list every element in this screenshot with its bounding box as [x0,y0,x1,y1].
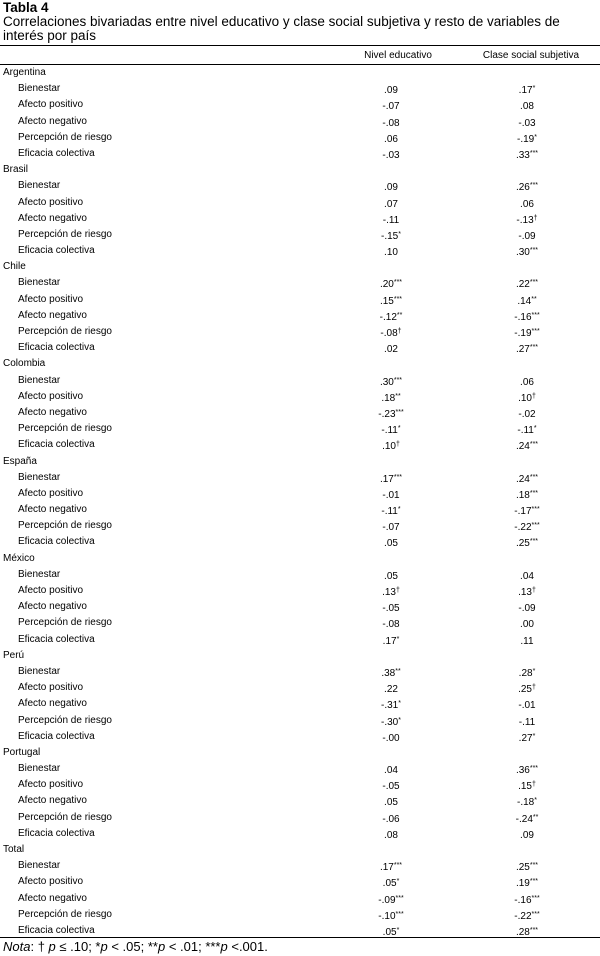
significance-mark: *** [531,506,540,514]
coefficient: -.07 [382,522,400,534]
coefficient: -.07 [382,101,400,113]
table-row [0,502,600,518]
table-row [0,227,600,243]
coefficient: -.30 [381,716,399,728]
significance-mark: *** [529,926,539,934]
variable-label: Eficacia colectiva [18,147,95,159]
coefficient: -.16 [514,311,532,323]
table-bottom-rule [0,937,600,938]
significance-mark: *** [529,149,539,157]
table-row [0,761,600,777]
coefficient: -.11 [517,425,534,437]
country-label: Total [3,844,25,855]
coefficient: .17 [379,473,394,485]
coefficient: .18 [515,489,530,501]
table-row [0,729,600,745]
variable-label: Afecto positivo [18,196,84,208]
coefficient: -.09 [518,603,536,615]
significance-mark: † [396,587,400,594]
country-row [0,65,600,81]
table-note: Nota: † p ≤ .10; *p < .05; **p < .01; ***p <.001. [3,939,268,954]
variable-label: Afecto positivo [18,779,84,791]
significance-mark: † [532,781,536,789]
table-row [0,421,600,437]
coefficient: .05 [384,570,398,582]
coefficient: -.09 [378,894,396,906]
table-row [0,907,600,923]
coefficient: -.01 [518,700,536,712]
coefficient: .30 [379,376,394,388]
coefficient: -.08 [382,117,400,129]
country-label: Portugal [3,746,41,758]
coefficient: .20 [379,279,394,291]
coefficient: .22 [384,684,398,696]
coefficient: .05 [384,797,398,809]
variable-label: Percepción de riesgo [18,423,112,435]
country-row [0,745,600,761]
coefficient: .36 [515,765,530,777]
country-row [0,648,600,664]
table-row [0,713,600,729]
significance-mark: † [533,214,538,222]
country-label: Brasil [3,164,29,176]
coefficient: -.19 [517,133,535,145]
significance-mark: † [532,392,536,400]
table-row [0,130,600,146]
column-header-nivel-educativo: Nivel educativo [364,50,432,61]
table-row [0,567,600,583]
country-row [0,842,600,858]
table-title: Tabla 4 [3,0,49,15]
country-label: Colombia [3,358,46,370]
significance-mark: * [396,635,400,643]
coefficient: .02 [384,344,398,356]
table-row [0,405,600,421]
country-label: Perú [3,649,25,661]
significance-mark: *** [529,862,539,870]
coefficient: .13 [518,587,532,598]
country-label: España [3,455,37,467]
significance-mark: *** [529,489,539,497]
significance-mark: *** [393,473,403,481]
coefficient: -.19 [514,328,532,339]
variable-label: Afecto negativo [18,406,87,418]
coefficient: .38 [381,667,396,679]
coefficient: -.13 [516,214,534,226]
significance-mark: † [532,587,536,594]
country-row [0,551,600,567]
variable-label: Afecto positivo [18,487,84,499]
table-row [0,680,600,696]
significance-mark: * [532,85,536,93]
table-row [0,292,600,308]
coefficient: .25 [515,862,530,874]
coefficient: .17 [382,635,397,647]
note-label: Nota [3,939,31,954]
table-row [0,826,600,842]
variable-label: Percepción de riesgo [18,228,112,240]
coefficient: .28 [515,926,530,938]
coefficient: .27 [518,732,533,744]
significance-mark: *** [531,328,540,335]
significance-mark: *** [395,894,404,902]
significance-mark: * [397,425,401,433]
coefficient: -.05 [382,603,400,615]
coefficient: .10 [518,392,532,404]
significance-mark: * [397,506,401,514]
significance-mark: * [398,700,401,708]
table-row [0,211,600,227]
table-row [0,632,600,648]
table-row [0,308,600,324]
coefficient: -.12 [379,311,397,323]
significance-mark: * [396,926,400,934]
coefficient: -.24 [515,813,533,825]
coefficient: .15 [379,295,394,307]
table-row [0,437,600,453]
table-row [0,664,600,680]
table-row [0,874,600,890]
coefficient: .06 [384,133,398,145]
table-row [0,470,600,486]
coefficient: .17 [379,862,394,874]
table-row [0,178,600,194]
variable-label: Afecto negativo [18,698,87,710]
significance-mark: ** [531,295,537,303]
variable-label: Afecto positivo [18,682,84,694]
table-row [0,696,600,712]
variable-label: Afecto negativo [18,795,87,807]
table-body [0,65,600,939]
variable-label: Bienestar [18,568,61,580]
coefficient: .09 [520,829,534,841]
variable-label: Eficacia colectiva [18,730,95,742]
significance-mark: *** [529,441,539,449]
country-row [0,454,600,470]
variable-label: Percepción de riesgo [18,811,112,823]
variable-label: Bienestar [18,471,61,483]
variable-label: Bienestar [18,374,61,386]
coefficient: .08 [520,101,534,113]
significance-mark: *** [393,279,403,287]
coefficient: -.02 [518,408,536,420]
variable-label: Bienestar [18,763,61,775]
significance-mark: *** [529,538,539,546]
coefficient: -.23 [378,408,396,420]
significance-mark: * [398,716,401,724]
coefficient: .05 [382,926,397,938]
coefficient: -.18 [517,797,535,809]
variable-label: Percepción de riesgo [18,131,112,143]
coefficient: .14 [517,295,532,307]
significance-mark: *** [531,894,540,902]
table-row [0,858,600,874]
variable-label: Bienestar [18,83,61,95]
table-row [0,615,600,631]
variable-label: Afecto negativo [18,601,87,613]
coefficient: .25 [515,538,530,550]
coefficient: .06 [520,376,534,388]
coefficient: -.08 [380,328,398,339]
table-row [0,81,600,97]
table-row [0,891,600,907]
significance-mark: *** [529,344,539,352]
coefficient: -.11 [518,716,536,728]
coefficient: -.00 [382,732,400,744]
significance-mark: *** [529,473,539,481]
significance-mark: † [396,441,400,449]
table-row [0,275,600,291]
country-row [0,356,600,372]
table-row [0,810,600,826]
variable-label: Eficacia colectiva [18,827,95,839]
value-nivel-educativo [351,923,431,941]
variable-label: Eficacia colectiva [18,342,95,354]
table-row [0,114,600,130]
table-row [0,389,600,405]
country-label: México [3,552,35,564]
coefficient: .27 [515,344,530,356]
coefficient: -.31 [381,700,399,712]
coefficient: -.01 [382,489,400,501]
coefficient: .09 [384,182,398,194]
significance-mark: * [534,797,537,805]
significance-mark: *** [531,311,540,319]
variable-label: Bienestar [18,277,61,289]
significance-mark: ** [395,392,401,400]
coefficient: .33 [515,149,530,161]
significance-mark: * [532,732,536,740]
country-label: Chile [3,261,26,273]
significance-mark: *** [531,910,540,918]
variable-label: Percepción de riesgo [18,908,112,920]
coefficient: .06 [520,198,534,210]
coefficient: -.11 [381,506,398,518]
country-row [0,259,600,275]
variable-label: Afecto positivo [18,876,84,888]
coefficient: .28 [518,667,533,679]
table-row [0,599,600,615]
variable-label: Eficacia colectiva [18,245,95,257]
country-label: Argentina [3,67,46,78]
table-row [0,340,600,356]
coefficient: -.06 [382,813,400,825]
table-row [0,97,600,113]
variable-label: Percepción de riesgo [18,520,112,532]
table-row [0,486,600,502]
coefficient: -.03 [382,149,400,161]
variable-label: Percepción de riesgo [18,714,112,726]
significance-mark: ** [395,667,401,675]
significance-mark: *** [529,765,539,773]
variable-label: Afecto positivo [18,390,84,402]
coefficient: -.15 [381,230,399,242]
table-row [0,373,600,389]
table-row [0,534,600,550]
coefficient: .10 [384,247,398,259]
variable-label: Percepción de riesgo [18,617,112,629]
coefficient: .11 [520,635,534,647]
significance-mark: † [532,684,536,692]
significance-mark: * [396,878,400,886]
coefficient: .26 [515,182,530,194]
table-row [0,777,600,793]
significance-mark: *** [531,522,540,530]
table-row [0,146,600,162]
coefficient: -.03 [518,117,536,129]
variable-label: Afecto positivo [18,585,84,596]
significance-mark: *** [395,408,404,416]
coefficient: -.16 [514,894,532,906]
table-row [0,793,600,809]
variable-label: Eficacia colectiva [18,924,95,936]
table-row [0,243,600,259]
coefficient: -.10 [378,910,396,922]
variable-label: Afecto negativo [18,212,87,224]
variable-label: Afecto negativo [18,115,87,127]
variable-label: Bienestar [18,180,61,192]
coefficient: .13 [382,587,396,598]
variable-label: Eficacia colectiva [18,439,95,451]
coefficient: .24 [515,473,530,485]
significance-mark: *** [529,279,539,287]
table-top-rule [0,45,600,46]
table-row [0,583,600,599]
table-row [0,518,600,534]
coefficient: .30 [515,247,530,259]
significance-mark: *** [393,376,403,384]
variable-label: Eficacia colectiva [18,633,95,645]
significance-mark: *** [393,295,403,303]
variable-label: Bienestar [18,665,61,677]
significance-mark: * [533,425,537,433]
significance-mark: *** [529,182,539,190]
coefficient: .17 [518,85,533,97]
significance-mark: ** [532,813,539,821]
coefficient: .05 [382,878,397,890]
coefficient: .24 [515,441,530,453]
coefficient: -.17 [514,506,532,518]
coefficient: -.05 [382,781,400,793]
significance-mark: *** [393,862,403,870]
coefficient: .04 [520,570,534,582]
country-row [0,162,600,178]
coefficient: .10 [382,441,396,453]
table-caption: Correlaciones bivariadas entre nivel educativo y clase social subjetiva y resto de variables de interés por país [3,14,560,43]
variable-label: Afecto negativo [18,309,87,321]
coefficient: .22 [515,279,530,291]
column-header-clase-social: Clase social subjetiva [482,50,580,61]
coefficient: -.11 [381,425,398,437]
coefficient: .04 [384,765,398,777]
coefficient: .08 [384,829,398,841]
coefficient: -.08 [382,619,400,631]
coefficient: .09 [384,85,398,97]
significance-mark: *** [529,247,539,255]
value-clase-social [487,923,567,941]
coefficient: -.22 [514,522,532,534]
significance-mark: *** [529,878,539,886]
coefficient: .19 [515,878,530,890]
variable-label: Afecto positivo [18,99,84,111]
significance-mark: * [532,667,536,675]
coefficient: .18 [381,392,396,404]
variable-label: Afecto positivo [18,293,84,305]
significance-mark: * [398,230,401,238]
variable-label: Afecto negativo [18,892,87,904]
table-row [0,195,600,211]
variable-label: Percepción de riesgo [18,326,112,337]
coefficient: -.11 [382,214,400,226]
significance-mark: ** [396,311,403,319]
coefficient: .15 [518,781,532,793]
significance-mark: *** [395,910,404,918]
coefficient: .05 [384,538,398,550]
variable-label: Bienestar [18,860,61,872]
coefficient: -.09 [518,230,536,242]
coefficient: .07 [384,198,398,210]
coefficient: -.22 [514,910,532,922]
coefficient: .25 [518,684,532,696]
significance-mark: * [534,133,537,141]
table-row [0,324,600,340]
variable-label: Eficacia colectiva [18,536,95,548]
significance-mark: † [397,328,402,335]
coefficient: .00 [520,619,534,631]
variable-label: Afecto negativo [18,504,87,516]
